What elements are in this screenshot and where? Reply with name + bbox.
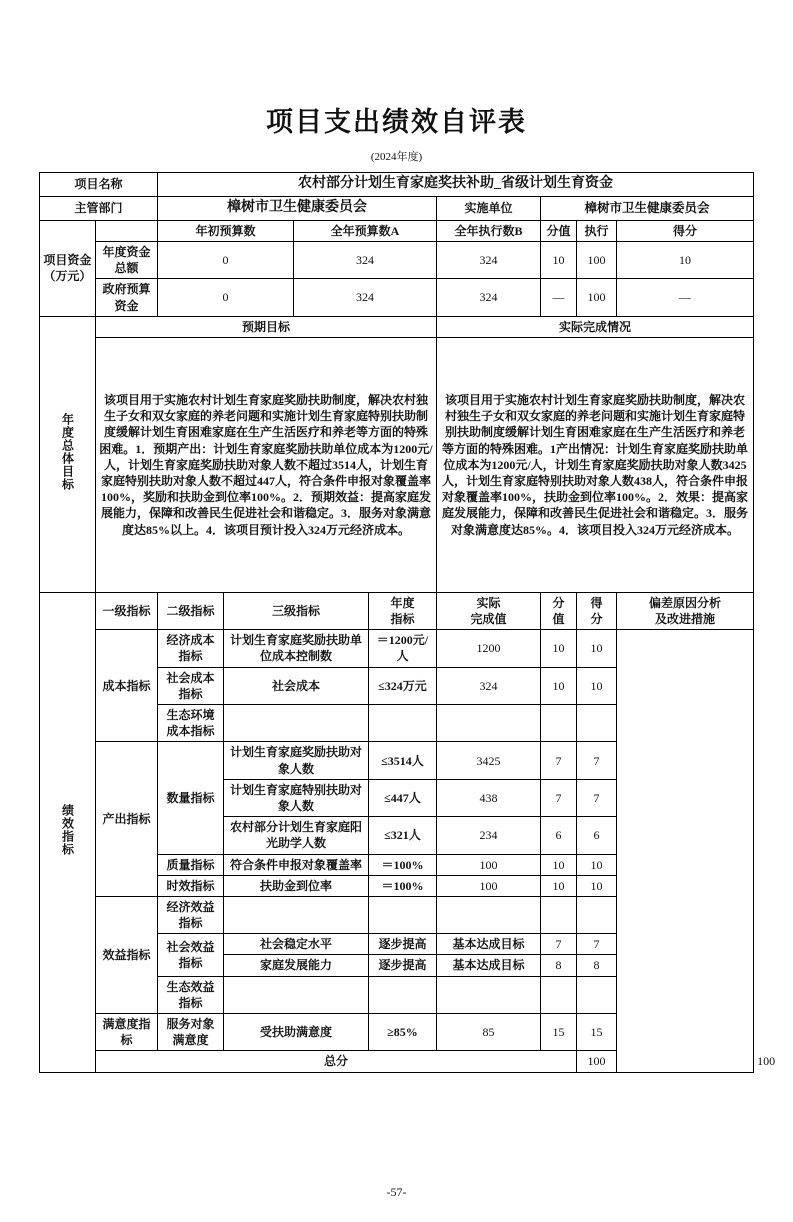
- level2-social-benefit: 社会效益指标: [157, 934, 223, 976]
- actual-unit-cost: 1200: [436, 630, 540, 667]
- col-score-value: 分值: [540, 220, 576, 241]
- table-row-department: [39, 196, 753, 220]
- target-eco-benefit: [368, 976, 436, 1013]
- level3-eco-benefit: [223, 976, 368, 1013]
- actual-social-cost: 324: [436, 667, 540, 704]
- funds-subheader-empty: [95, 220, 157, 241]
- col-annual-target: [368, 592, 436, 629]
- actual-eco-env-cost: [436, 705, 540, 742]
- target-family-capacity: 逐步提高: [368, 955, 436, 976]
- performance-self-evaluation-table: [39, 172, 776, 1073]
- row-gov-initial: 0: [157, 279, 293, 316]
- row-total-execrate: 100: [576, 241, 616, 278]
- level3-assist-satisfaction: 受扶助满意度: [223, 1014, 368, 1051]
- document-page: [0, 100, 793, 1222]
- col-score: 得分: [616, 220, 753, 241]
- funds-label-line1: 项目资金: [43, 253, 92, 268]
- col-annual-target-line2: 指标: [390, 612, 415, 627]
- score-social-stability: 7: [576, 934, 616, 955]
- score-economic-benefit: [576, 896, 616, 933]
- target-economic-benefit: [368, 896, 436, 933]
- score-sunshine-count: 6: [576, 817, 616, 854]
- scorevalue-social-stability: 7: [540, 934, 576, 955]
- level2-timeliness: 时效指标: [157, 875, 223, 896]
- col-analysis-line2: 及改进措施: [655, 612, 716, 627]
- col-exec-rate: 执行: [576, 220, 616, 241]
- scorevalue-assist-satisfaction: 15: [540, 1014, 576, 1051]
- expected-goal-header: 预期目标: [95, 316, 436, 337]
- col-annual-target-line1: 年度: [390, 595, 415, 610]
- analysis-cell: [616, 630, 753, 1072]
- score-unit-cost: 10: [576, 630, 616, 667]
- project-name-label: 项目名称: [39, 173, 157, 197]
- table-row-total: 总分 100 100: [39, 1051, 753, 1072]
- table-row-project-name: [39, 173, 753, 197]
- department-label: 主管部门: [39, 196, 157, 220]
- level3-unit-cost: 计划生育家庭奖励扶助单位成本控制数: [223, 630, 368, 667]
- actual-fund-arrival: 100: [436, 875, 540, 896]
- scorevalue-fund-arrival: 10: [540, 875, 576, 896]
- level1-cost: 成本指标: [95, 630, 157, 742]
- level3-economic-benefit: [223, 896, 368, 933]
- actual-goal-text: 该项目用于实施农村计划生育家庭奖励扶助制度，解决农村独生子女和双女家庭的养老问题和实施计划生育家庭特别扶助制度缓解计划生育困难家庭在生产生活医疗和养老等方面的特殊困难。1产出情况：计划生育家庭奖励扶助单位成本为1200元/人，计划生育家庭奖励扶助对象人数3425人，计划生育家庭特别扶助对象人数438人，符合条件申报对象覆盖率100%，扶助金到位率100%。2．效果：提高家庭发展能力，保障和改善民生促进社会和谐稳定。3．服务对象满意度达85%。4．该项目投入324万元经济成本。: [436, 337, 753, 592]
- level3-social-stability: 社会稳定水平: [223, 934, 368, 955]
- row-gov-execrate: 100: [576, 279, 616, 316]
- row-total-score: 10: [616, 241, 753, 278]
- actual-special-count: 438: [436, 779, 540, 816]
- row-gov-score: —: [616, 279, 753, 316]
- table-row-funds-gov: [39, 279, 753, 316]
- actual-sunshine-count: 234: [436, 817, 540, 854]
- level2-eco-benefit: 生态效益指标: [157, 976, 223, 1013]
- project-name-value: 农村部分计划生育家庭奖扶补助_省级计划生育资金: [157, 173, 753, 197]
- indicator-side-label: [39, 592, 95, 1072]
- col-score-ind: [576, 592, 616, 629]
- actual-goal-header: 实际完成情况: [436, 316, 753, 337]
- page-number: -57-: [386, 1185, 407, 1199]
- scorevalue-special-count: 7: [540, 779, 576, 816]
- score-eco-env-cost: [576, 705, 616, 742]
- level3-family-capacity: 家庭发展能力: [223, 955, 368, 976]
- col-score-line2: 分: [590, 612, 603, 627]
- total-label: 总分: [95, 1051, 576, 1072]
- level2-economic-benefit: 经济效益指标: [157, 896, 223, 933]
- level2-social-cost: 社会成本指标: [157, 667, 223, 704]
- level2-eco-env-cost: 生态环境成本指标: [157, 705, 223, 742]
- target-special-count: ≤447人: [368, 779, 436, 816]
- level3-award-count: 计划生育家庭奖励扶助对象人数: [223, 742, 368, 779]
- actual-social-stability: 基本达成目标: [436, 934, 540, 955]
- level3-special-count: 计划生育家庭特别扶助对象人数: [223, 779, 368, 816]
- row-gov-budget: 324: [293, 279, 436, 316]
- scorevalue-social-cost: 10: [540, 667, 576, 704]
- row-gov-label: 政府预算资金: [95, 279, 157, 316]
- actual-eco-benefit: [436, 976, 540, 1013]
- target-fund-arrival: ＝100%: [368, 875, 436, 896]
- unit-value: 樟树市卫生健康委员会: [540, 196, 753, 220]
- table-row-funds-header: [39, 220, 753, 241]
- actual-award-count: 3425: [436, 742, 540, 779]
- expected-goal-text: 该项目用于实施农村计划生育家庭奖励扶助制度，解决农村独生子女和双女家庭的养老问题和实施计划生育家庭特别扶助制度缓解计划生育困难家庭在生产生活医疗和养老等方面的特殊困难。1．预期产出：计划生育家庭奖励扶助单位成本为1200元/人，计划生育家庭奖励扶助对象人数不超过3514人，计划生育家庭特别扶助对象人数不超过447人，符合条件申报对象覆盖率100%，奖励和扶助金到位率100%。2．预期效益：提高家庭发展能力，保障和改善民生促进社会和谐稳定。3．服务对象满意度达85%以上。4．该项目预计投入324万元经济成本。: [95, 337, 436, 592]
- total-score-value: 100: [576, 1051, 616, 1072]
- annual-goal-label-text: 年度总体目标: [60, 413, 75, 492]
- level3-coverage: 符合条件申报对象覆盖率: [223, 854, 368, 875]
- funds-label: [39, 220, 95, 316]
- level1-satisfaction: 满意度指标: [95, 1014, 157, 1051]
- target-unit-cost: ＝1200元/人: [368, 630, 436, 667]
- target-social-stability: 逐步提高: [368, 934, 436, 955]
- col-annual-total: 全年预算数A: [293, 220, 436, 241]
- page-subtitle: (2024年度): [370, 151, 423, 163]
- col-actual: [436, 592, 540, 629]
- col-level1: 一级指标: [95, 592, 157, 629]
- col-analysis: [616, 592, 753, 629]
- level2-quality: 质量指标: [157, 854, 223, 875]
- target-assist-satisfaction: ≥85%: [368, 1014, 436, 1051]
- col-actual-line2: 完成值: [470, 612, 507, 627]
- scorevalue-coverage: 10: [540, 854, 576, 875]
- scorevalue-economic-benefit: [540, 896, 576, 933]
- level2-economic-cost: 经济成本指标: [157, 630, 223, 667]
- level1-output: 产出指标: [95, 742, 157, 897]
- scorevalue-eco-env-cost: [540, 705, 576, 742]
- col-score-line1: 得: [590, 595, 603, 610]
- score-coverage: 10: [576, 854, 616, 875]
- actual-assist-satisfaction: 85: [436, 1014, 540, 1051]
- score-fund-arrival: 10: [576, 875, 616, 896]
- score-social-cost: 10: [576, 667, 616, 704]
- score-special-count: 7: [576, 779, 616, 816]
- scorevalue-unit-cost: 10: [540, 630, 576, 667]
- level3-sunshine-count: 农村部分计划生育家庭阳光助学人数: [223, 817, 368, 854]
- row-gov-exec: 324: [436, 279, 540, 316]
- col-exec: 全年执行数B: [436, 220, 540, 241]
- row-total-label: 年度资金总额: [95, 241, 157, 278]
- scorevalue-award-count: 7: [540, 742, 576, 779]
- row-total-exec: 324: [436, 241, 540, 278]
- unit-label: 实施单位: [436, 196, 540, 220]
- score-eco-benefit: [576, 976, 616, 1013]
- level3-eco-env-cost: [223, 705, 368, 742]
- target-award-count: ≤3514人: [368, 742, 436, 779]
- table-row-goals-body: [39, 337, 753, 592]
- table-row-goals-header: [39, 316, 753, 337]
- actual-coverage: 100: [436, 854, 540, 875]
- col-score-value-line2: 值: [552, 612, 565, 627]
- row-gov-scorevalue: —: [540, 279, 576, 316]
- scorevalue-sunshine-count: 6: [540, 817, 576, 854]
- row-total-initial: 0: [157, 241, 293, 278]
- page-title: 项目支出绩效自评表: [266, 107, 527, 137]
- score-family-capacity: 8: [576, 955, 616, 976]
- row-total-budget: 324: [293, 241, 436, 278]
- col-analysis-line1: 偏差原因分析: [649, 595, 722, 610]
- col-annual-initial: 年初预算数: [157, 220, 293, 241]
- funds-label-line2: （万元）: [43, 269, 92, 284]
- col-score-value-ind: [540, 592, 576, 629]
- table-row-funds-total: [39, 241, 753, 278]
- level2-service-satisfaction: 服务对象满意度: [157, 1014, 223, 1051]
- department-value: 樟树市卫生健康委员会: [157, 196, 436, 220]
- actual-economic-benefit: [436, 896, 540, 933]
- table-row-indicator-header: [39, 592, 753, 629]
- target-coverage: ＝100%: [368, 854, 436, 875]
- level3-social-cost: 社会成本: [223, 667, 368, 704]
- target-eco-env-cost: [368, 705, 436, 742]
- col-level2: 二级指标: [157, 592, 223, 629]
- table-row: [39, 630, 753, 667]
- level3-fund-arrival: 扶助金到位率: [223, 875, 368, 896]
- target-sunshine-count: ≤321人: [368, 817, 436, 854]
- score-award-count: 7: [576, 742, 616, 779]
- scorevalue-eco-benefit: [540, 976, 576, 1013]
- indicator-side-label-text: 绩效指标: [60, 804, 75, 857]
- level1-benefit: 效益指标: [95, 896, 157, 1013]
- score-assist-satisfaction: 15: [576, 1014, 616, 1051]
- level2-quantity: 数量指标: [157, 742, 223, 854]
- col-score-value-line1: 分: [552, 595, 565, 610]
- col-level3: 三级指标: [223, 592, 368, 629]
- row-total-scorevalue: 10: [540, 241, 576, 278]
- annual-goal-label: [39, 316, 95, 592]
- scorevalue-family-capacity: 8: [540, 955, 576, 976]
- target-social-cost: ≤324万元: [368, 667, 436, 704]
- col-actual-line1: 实际: [476, 595, 501, 610]
- actual-family-capacity: 基本达成目标: [436, 955, 540, 976]
